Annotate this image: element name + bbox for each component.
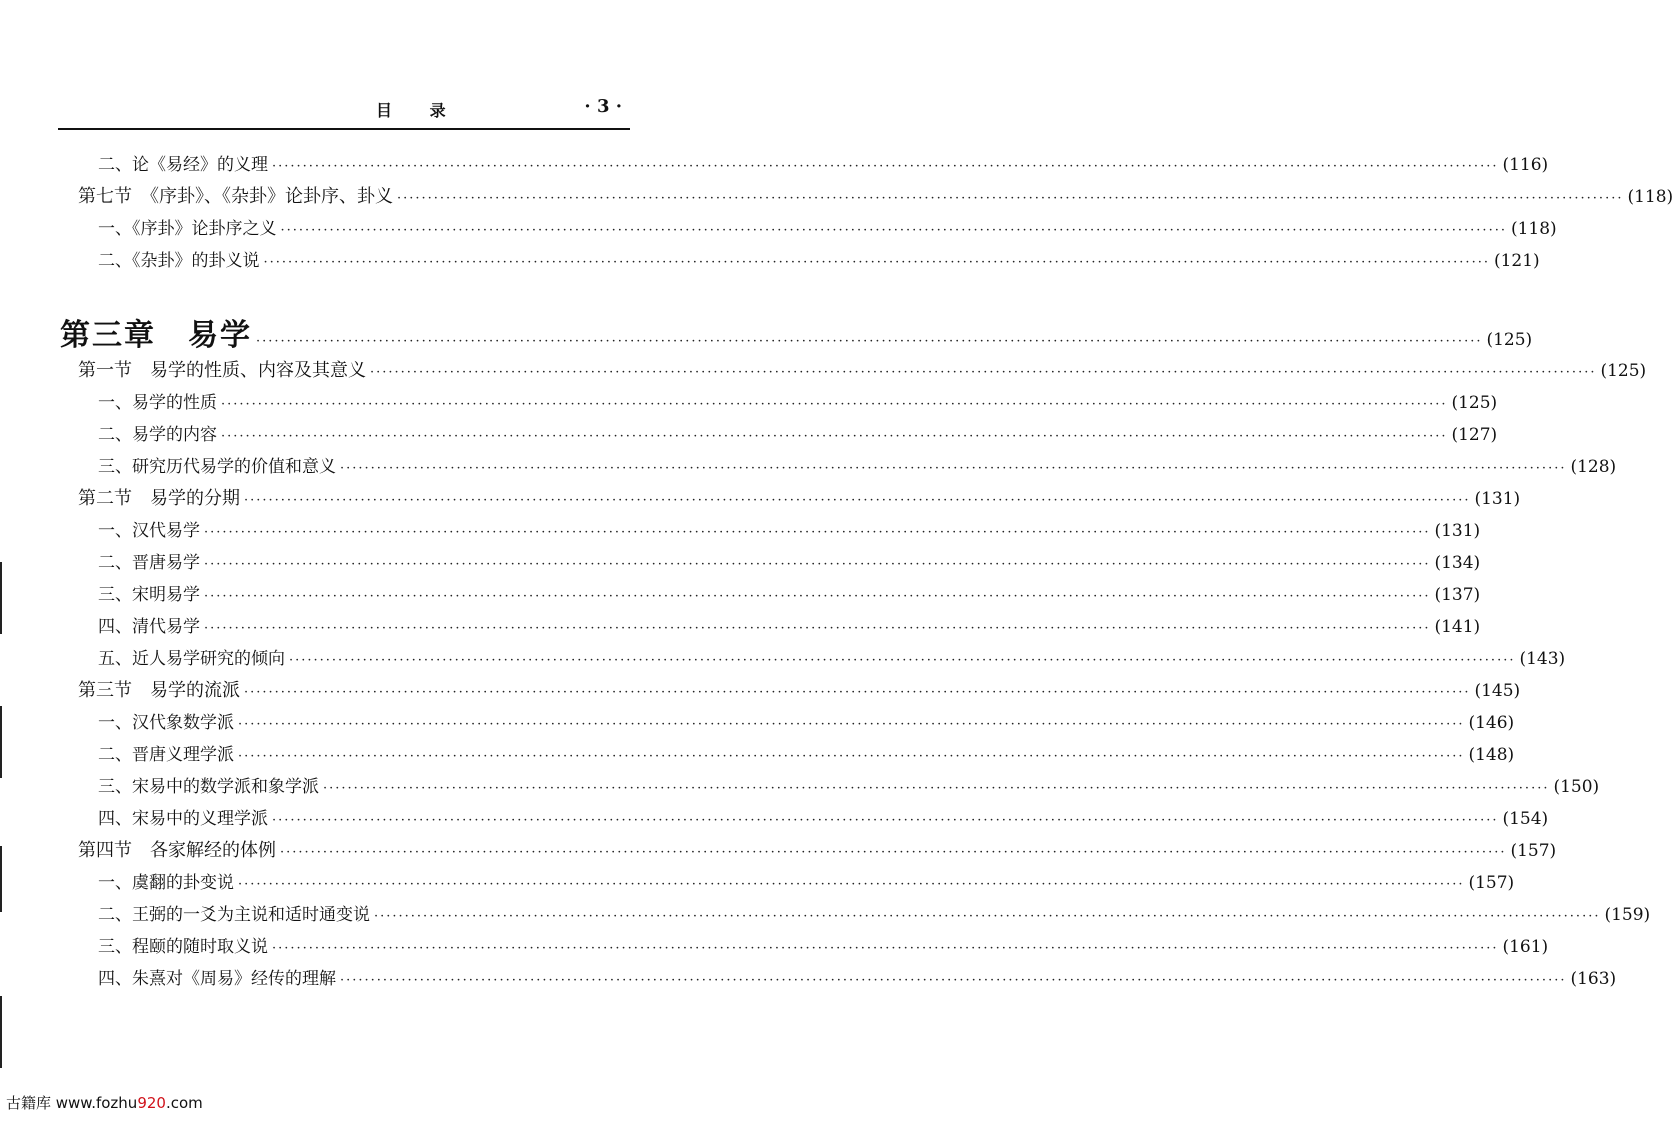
toc-dot-leader: ········································································································································································································ — [374, 909, 1601, 924]
toc-dot-leader: ········································································································································································································ — [397, 191, 1624, 206]
toc-subsection-entry[interactable] — [98, 420, 1498, 445]
toc-dot-leader: ········································································································································································································ — [263, 255, 1490, 270]
toc-entry-label: 一、易学的性质 — [98, 393, 217, 413]
watermark-prefix: 古籍库 www.fozhu — [6, 1094, 138, 1112]
toc-dot-leader: ········································································································································································································ — [370, 365, 1597, 380]
toc-entry-label: 三、宋明易学 — [98, 585, 200, 605]
toc-entry-label: 一、虞翻的卦变说 — [98, 873, 234, 893]
scan-edge-mark — [0, 706, 2, 778]
toc-entry-label: 第七节 《序卦》、《杂卦》论卦序、卦义 — [78, 186, 393, 207]
toc-entry-label: 四、朱熹对《周易》经传的理解 — [98, 969, 336, 989]
toc-entry-page: (145) — [1474, 681, 1521, 701]
toc-entry-page: (154) — [1502, 809, 1549, 829]
toc-entry-page: (134) — [1434, 553, 1481, 573]
toc-entry-label: 二、晋唐义理学派 — [98, 745, 234, 765]
toc-entry-label: 四、清代易学 — [98, 617, 200, 637]
toc-entry-label: 三、程颐的随时取义说 — [98, 937, 268, 957]
toc-section-entry[interactable] — [78, 676, 1521, 702]
toc-entry-label: 三、研究历代易学的价值和意义 — [98, 457, 336, 477]
toc-subsection-entry[interactable] — [98, 964, 1617, 989]
scan-edge-mark — [0, 846, 2, 912]
toc-dot-leader: ········································································································································································································ — [204, 557, 1431, 572]
toc-entry-page: (141) — [1434, 617, 1481, 637]
toc-subsection-entry[interactable] — [98, 388, 1498, 413]
toc-subsection-entry[interactable] — [98, 772, 1600, 797]
toc-entry-page: (161) — [1502, 937, 1549, 957]
toc-entry-label: 一、汉代易学 — [98, 521, 200, 541]
toc-entry-page: (157) — [1468, 873, 1515, 893]
toc-dot-leader: ········································································································································································································ — [340, 973, 1567, 988]
toc-entry-label: 二、王弼的一爻为主说和适时通变说 — [98, 905, 370, 925]
toc-section-entry[interactable] — [78, 356, 1647, 382]
toc-subsection-entry[interactable] — [98, 452, 1617, 477]
toc-section-entry[interactable] — [78, 182, 1673, 208]
toc-chapter-entry[interactable] — [60, 310, 1533, 354]
toc-entry-label: 第二节 易学的分期 — [78, 488, 240, 509]
toc-entry-label: 二、易学的内容 — [98, 425, 217, 445]
toc-entry-label: 第四节 各家解经的体例 — [78, 840, 276, 861]
header-page-number: · 3 · — [584, 96, 622, 117]
toc-subsection-entry[interactable] — [98, 516, 1481, 541]
toc-dot-leader: ········································································································································································································ — [244, 493, 1471, 508]
toc-dot-leader: ········································································································································································································ — [204, 525, 1431, 540]
toc-entry-page: (146) — [1468, 713, 1515, 733]
toc-entry-page: (125) — [1600, 361, 1647, 381]
toc-entry-page: (118) — [1510, 219, 1557, 239]
toc-entry-label: 第一节 易学的性质、内容及其意义 — [78, 360, 366, 381]
toc-dot-leader: ········································································································································································································ — [280, 223, 1507, 238]
watermark-suffix: .com — [165, 1094, 203, 1112]
toc-entry-page: (163) — [1570, 969, 1617, 989]
toc-entry-label: 三、宋易中的数学派和象学派 — [98, 777, 319, 797]
scan-edge-mark — [0, 562, 2, 634]
toc-subsection-entry[interactable] — [98, 804, 1549, 829]
toc-dot-leader: ········································································································································································································ — [221, 397, 1448, 412]
toc-entry-page: (143) — [1519, 649, 1566, 669]
toc-entry-page: (131) — [1474, 489, 1521, 509]
toc-entry-label: 四、宋易中的义理学派 — [98, 809, 268, 829]
toc-dot-leader: ········································································································································································································ — [204, 589, 1431, 604]
toc-subsection-entry[interactable] — [98, 214, 1557, 239]
toc-dot-leader: ········································································································································································································ — [238, 877, 1465, 892]
toc-entry-page: (131) — [1434, 521, 1481, 541]
toc-subsection-entry[interactable] — [98, 150, 1549, 175]
toc-entry-label: 二、晋唐易学 — [98, 553, 200, 573]
toc-subsection-entry[interactable] — [98, 644, 1566, 669]
toc-dot-leader: ········································································································································································································ — [272, 813, 1499, 828]
toc-dot-leader: ········································································································································································································ — [289, 653, 1516, 668]
toc-dot-leader: ········································································································································································································ — [280, 845, 1507, 860]
toc-subsection-entry[interactable] — [98, 548, 1481, 573]
watermark-number: 920 — [137, 1094, 166, 1112]
scan-edge-mark — [0, 996, 2, 1068]
toc-entry-label: 一、《序卦》论卦序之义 — [98, 219, 277, 239]
header-rule — [58, 128, 630, 130]
toc-subsection-entry[interactable] — [98, 868, 1515, 893]
toc-entry-page: (118) — [1627, 187, 1673, 207]
toc-entry-page: (159) — [1604, 905, 1651, 925]
toc-dot-leader: ········································································································································································································ — [238, 749, 1465, 764]
toc-entry-label: 五、近人易学研究的倾向 — [98, 649, 285, 669]
toc-entry-page: (116) — [1502, 155, 1549, 175]
page-header — [58, 98, 630, 128]
toc-entry-label: 二、论《易经》的义理 — [98, 155, 268, 175]
toc-entry-label: 一、汉代象数学派 — [98, 713, 234, 733]
toc-dot-leader: ········································································································································································································ — [323, 781, 1550, 796]
toc-entry-label: 二、《杂卦》的卦义说 — [98, 251, 260, 271]
toc-entry-label: 第三节 易学的流派 — [78, 680, 240, 701]
toc-section-entry[interactable] — [78, 484, 1521, 510]
toc-dot-leader: ········································································································································································································ — [238, 717, 1465, 732]
toc-dot-leader: ········································································································································································································ — [244, 685, 1471, 700]
toc-subsection-entry[interactable] — [98, 580, 1481, 605]
header-title: 目 录 — [376, 101, 462, 120]
toc-subsection-entry[interactable] — [98, 612, 1481, 637]
toc-dot-leader: ········································································································································································································ — [204, 621, 1431, 636]
toc-entry-page: (128) — [1570, 457, 1617, 477]
toc-subsection-entry[interactable] — [98, 932, 1549, 957]
watermark-footer — [6, 1092, 203, 1113]
toc-subsection-entry[interactable] — [98, 740, 1515, 765]
toc-dot-leader: ········································································································································································································ — [256, 334, 1483, 349]
toc-entry-page: (125) — [1486, 330, 1533, 350]
toc-dot-leader: ········································································································································································································ — [340, 461, 1567, 476]
toc-entry-page: (125) — [1451, 393, 1498, 413]
toc-dot-leader: ········································································································································································································ — [221, 429, 1448, 444]
toc-subsection-entry[interactable] — [98, 900, 1651, 925]
toc-entry-label: 第三章 易学 — [60, 318, 252, 353]
toc-dot-leader: ········································································································································································································ — [272, 941, 1499, 956]
toc-entry-page: (157) — [1510, 841, 1557, 861]
toc-entry-page: (127) — [1451, 425, 1498, 445]
toc-dot-leader: ········································································································································································································ — [272, 159, 1499, 174]
toc-entry-page: (121) — [1493, 251, 1540, 271]
toc-entry-page: (148) — [1468, 745, 1515, 765]
toc-subsection-entry[interactable] — [98, 246, 1540, 271]
toc-section-entry[interactable] — [78, 836, 1557, 862]
toc-entry-page: (137) — [1434, 585, 1481, 605]
toc-subsection-entry[interactable] — [98, 708, 1515, 733]
toc-entry-page: (150) — [1553, 777, 1600, 797]
